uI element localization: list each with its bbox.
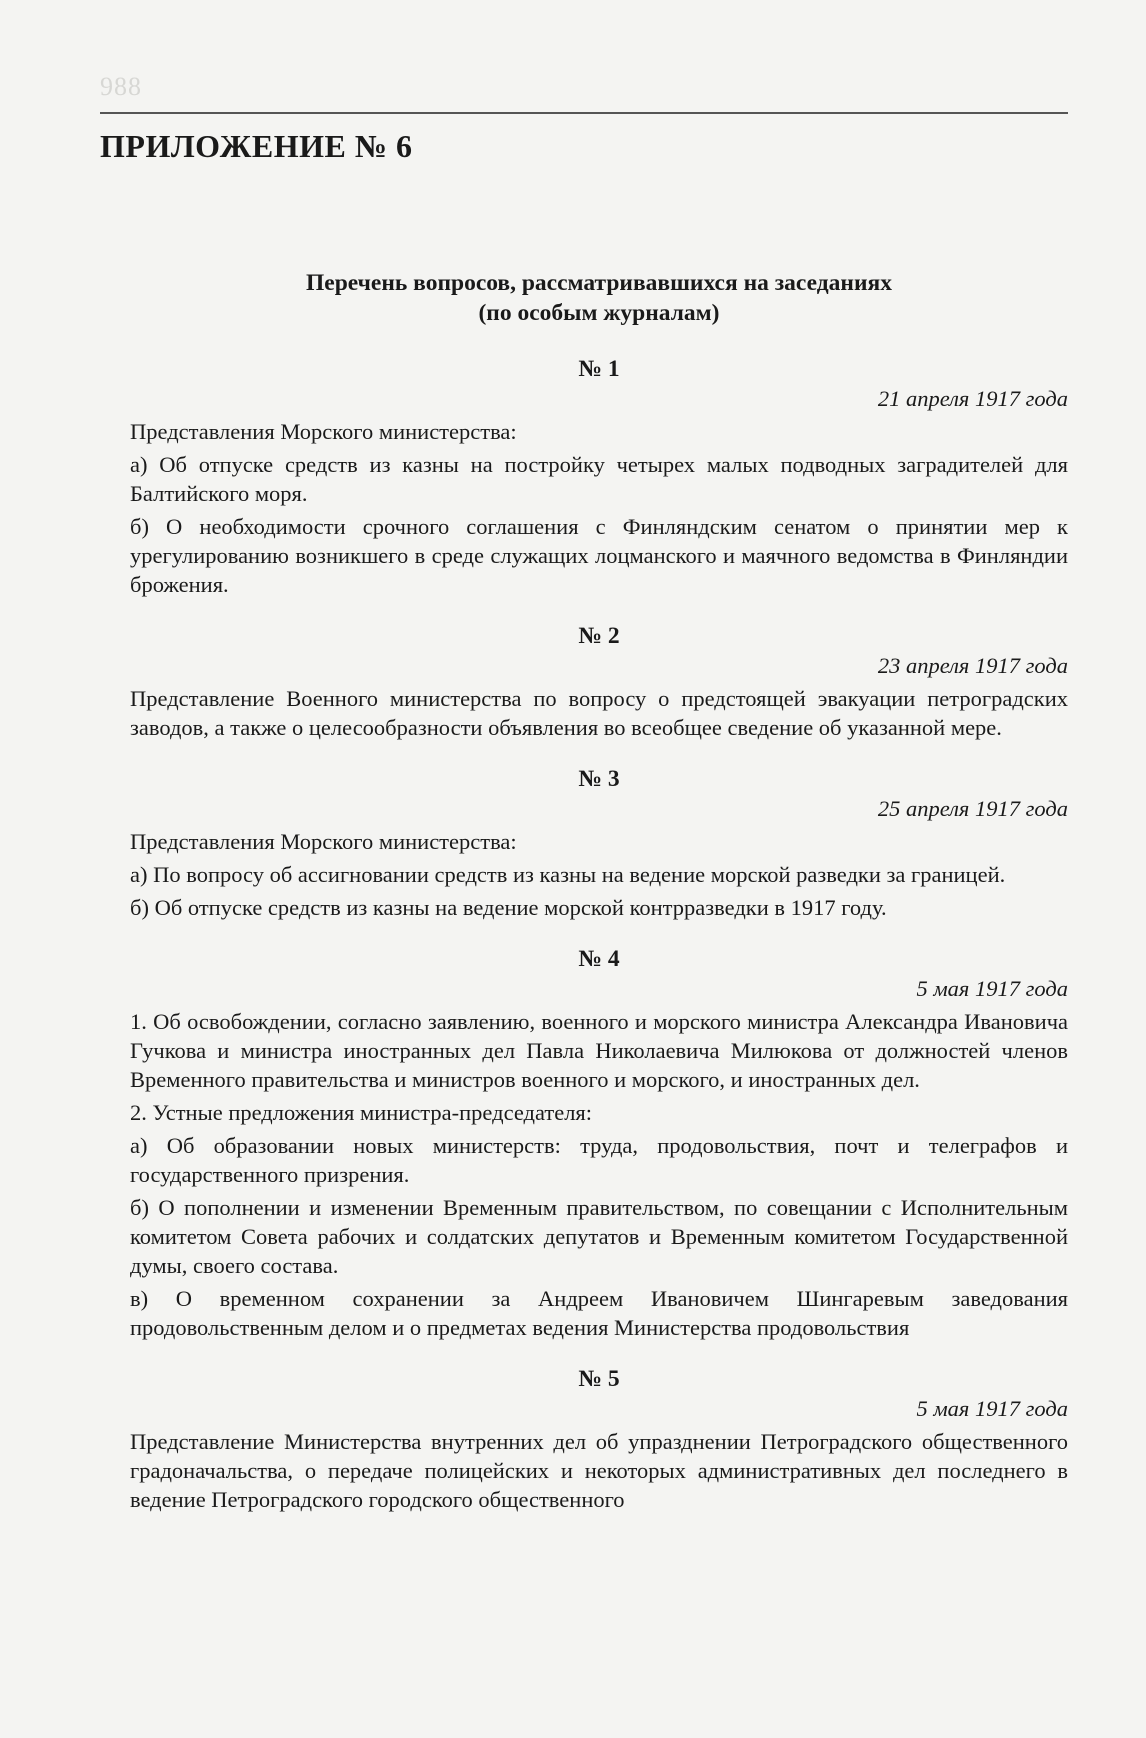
section-date: 5 мая 1917 года xyxy=(916,976,1068,1001)
section-date: 23 апреля 1917 года xyxy=(877,653,1068,678)
section-date: 21 апреля 1917 года xyxy=(877,386,1068,411)
section-2 xyxy=(130,621,1068,742)
header-rule xyxy=(100,112,1068,114)
paragraph: б) О необходимости срочного соглашения с Финляндским сенатом о принятии мер к урегулированию возникшего в среде служащих лоцманского и маячного ведомства в Финляндии брожения. xyxy=(130,514,1068,597)
document-body xyxy=(130,268,1068,1536)
section-number: № 1 xyxy=(578,356,620,382)
section-date: 5 мая 1917 года xyxy=(916,1396,1068,1421)
section-4 xyxy=(130,944,1068,1342)
section-3 xyxy=(130,764,1068,922)
paragraph: Представления Морского министерства: xyxy=(130,419,517,444)
section-date: 25 апреля 1917 года xyxy=(877,796,1068,821)
paragraph: а) По вопросу об ассигновании средств из казны на ведение морской разведки за границей. xyxy=(130,862,1006,887)
paragraph: 2. Устные предложения министра-председателя: xyxy=(130,1100,593,1125)
page-number: 988 xyxy=(100,72,142,101)
paragraph: Представление Министерства внутренних дел об упразднении Петроградского общественного градоначальства, о передаче полицейских и некоторых административных дел последнего в ведение Петроградского городского общественного xyxy=(130,1429,1068,1512)
paragraph: Представление Военного министерства по вопросу о предстоящей эвакуации петроградских заводов, а также о целесообразности объявления во всеобщее сведение об указанной мере. xyxy=(130,686,1068,740)
paragraph: 1. Об освобождении, согласно заявлению, военного и морского министра Александра Ивановича Гучкова и министра иностранных дел Павла Николаевича Милюкова от должностей членов Временного правительства и министров военного и морского, и иностранных дел. xyxy=(130,1009,1068,1092)
section-number: № 3 xyxy=(578,766,620,792)
section-number: № 5 xyxy=(578,1366,620,1392)
paragraph: а) Об отпуске средств из казны на постройку четырех малых подводных заградителей для Балтийского моря. xyxy=(130,452,1068,506)
appendix-title: ПРИЛОЖЕНИЕ № 6 xyxy=(100,128,413,164)
paragraph: в) О временном сохранении за Андреем Ивановичем Шингаревым заведования продовольственным делом и о предметах ведения Министерства продовольствия xyxy=(130,1286,1068,1340)
section-number: № 4 xyxy=(578,946,620,972)
list-heading xyxy=(130,268,1068,328)
paragraph: а) Об образовании новых министерств: труда, продовольствия, почт и телеграфов и государственного призрения. xyxy=(130,1133,1068,1187)
heading-line-1: Перечень вопросов, рассматривавшихся на заседаниях xyxy=(306,270,892,296)
paragraph: Представления Морского министерства: xyxy=(130,829,517,854)
paragraph: б) Об отпуске средств из казны на ведение морской контрразведки в 1917 году. xyxy=(130,895,887,920)
section-1 xyxy=(130,354,1068,599)
paragraph: б) О пополнении и изменении Временным правительством, по совещании с Исполнительным комитетом Совета рабочих и солдатских депутатов и Временным комитетом Государственной думы, своего состава. xyxy=(130,1195,1068,1278)
heading-line-2: (по особым журналам) xyxy=(478,300,720,326)
section-5 xyxy=(130,1364,1068,1514)
section-number: № 2 xyxy=(578,623,620,649)
